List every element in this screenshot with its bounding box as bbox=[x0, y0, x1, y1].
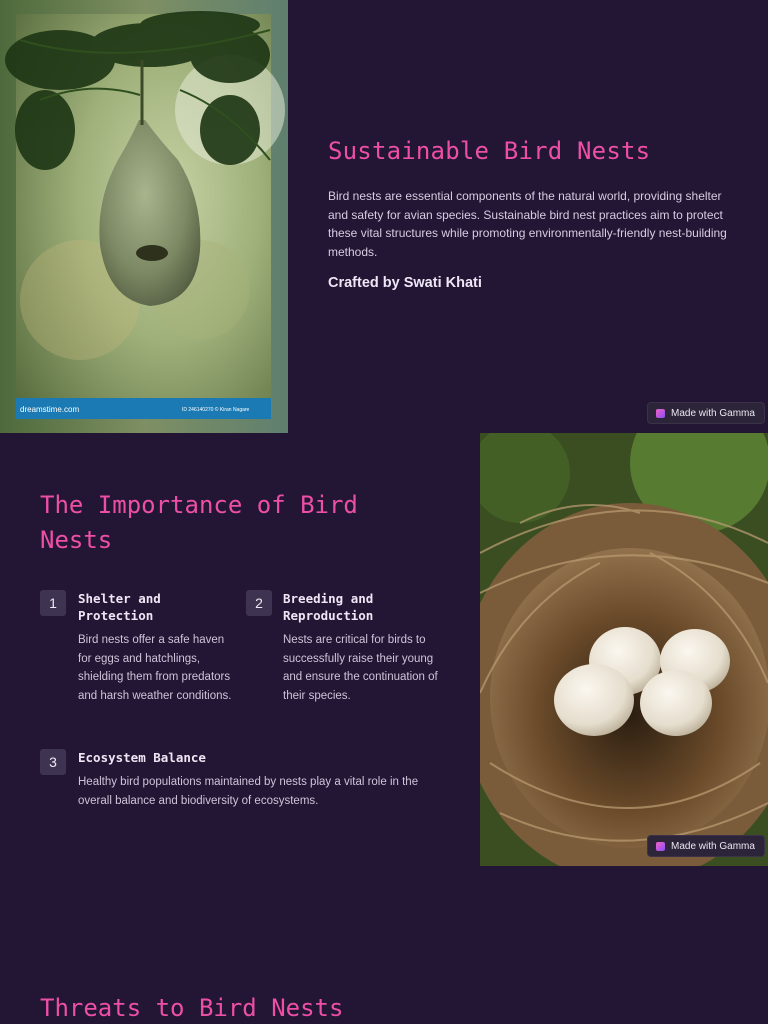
item-heading-shelter: Shelter and Protection bbox=[78, 591, 161, 623]
item-text-ecosystem: Healthy bird populations maintained by nests play a vital role in the overall balance and biodiversity of ecosystems. bbox=[78, 776, 419, 807]
egg-nest-photo bbox=[480, 433, 768, 866]
item-heading-breeding: Breeding and Reproduction bbox=[283, 591, 374, 623]
watermark-right: ID 246140270 © Kiran Nagare bbox=[182, 407, 250, 413]
watermark-left: dreamstime.com bbox=[20, 405, 80, 414]
hanging-nest-photo bbox=[0, 0, 288, 433]
item-text-breeding: Nests are critical for birds to successfully raise their young and ensure the continuation of their species. bbox=[283, 634, 438, 702]
item-text-shelter: Bird nests offer a safe haven for eggs and hatchlings, shielding them from predators and harsh weather conditions. bbox=[78, 634, 232, 702]
item-number-2: 2 bbox=[246, 590, 272, 616]
gamma-logo-icon bbox=[656, 409, 665, 418]
made-with-gamma-badge-2[interactable] bbox=[647, 835, 765, 857]
gamma-logo-icon bbox=[656, 842, 665, 851]
item-number-1: 1 bbox=[40, 590, 66, 616]
made-with-gamma-badge[interactable] bbox=[647, 402, 765, 424]
badge-label: Made with Gamma bbox=[671, 840, 755, 852]
item-heading-ecosystem: Ecosystem Balance bbox=[78, 750, 206, 765]
intro-paragraph: Bird nests are essential components of the natural world, providing shelter and safety for avian species. Sustainable bird nest practices aim to protect these vital structures while promoting environmentally-friendly nest-building methods. bbox=[328, 189, 727, 259]
section-title-threats: Threats to Bird Nests bbox=[40, 994, 344, 1022]
section-title: The Importance of Bird Nests bbox=[40, 491, 358, 554]
author-credit: Crafted by Swati Khati bbox=[328, 275, 482, 291]
item-number-3: 3 bbox=[40, 749, 66, 775]
slide-sustainable-bird-nests bbox=[0, 0, 768, 433]
slide-title: Sustainable Bird Nests bbox=[328, 137, 651, 165]
badge-label: Made with Gamma bbox=[671, 407, 755, 419]
